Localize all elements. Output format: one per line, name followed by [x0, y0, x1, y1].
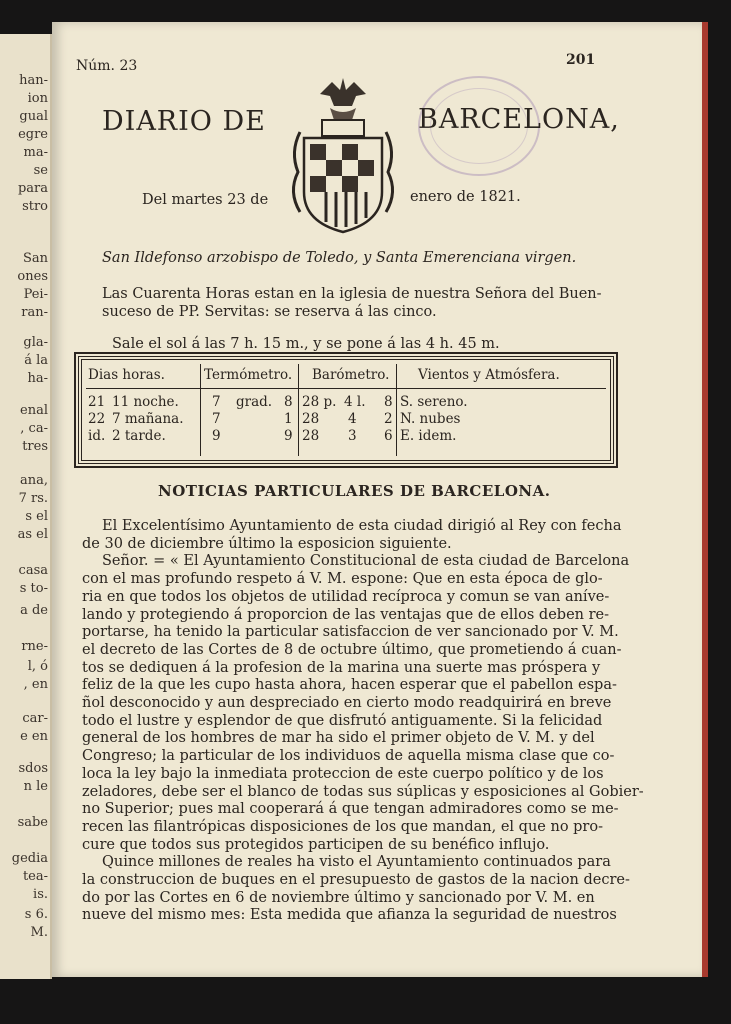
left-page-fragment: casa	[18, 563, 48, 578]
saints-of-the-day: San Ildefonso arzobispo de Toledo, y Santa Emerenciana virgen.	[102, 250, 577, 266]
left-page-fragment: n le	[23, 779, 48, 794]
weather-table	[78, 356, 614, 464]
article-line: Quince millones de reales ha visto el Ayuntamiento continuados para	[102, 854, 611, 871]
table-cell: 6	[384, 428, 393, 444]
table-cell: 1	[284, 411, 293, 427]
article-line: todo el lustre y esplendor de que disfrutó antiguamente. Si la felicidad	[82, 712, 603, 729]
article-line: el decreto de las Cortes de 8 de octubre último, que prometiendo á cuan-	[82, 641, 622, 658]
left-page-fragment: , ca-	[20, 421, 48, 436]
article-line: de 30 de diciembre último la esposicion siguiente.	[82, 535, 452, 552]
left-page-fragment: á la	[24, 353, 48, 368]
table-cell: 11 noche.	[112, 394, 179, 410]
article-line: ria en que todos los objetos de utilidad recíproca y comun se van aníve-	[82, 588, 610, 605]
left-page-fragment: tea-	[22, 869, 48, 884]
left-page-fragment: s to-	[19, 581, 48, 596]
table-cell: 7	[212, 394, 221, 410]
left-page-fragment: ran-	[21, 305, 48, 320]
left-page-fragment: s el	[25, 509, 48, 524]
coat-of-arms-emblem	[280, 72, 406, 238]
table-cell: 28 p.	[302, 394, 337, 410]
left-page-fragment: is.	[33, 887, 48, 902]
article-line: recen las filantrópicas disposiciones de los que mandan, el que no pro-	[82, 818, 603, 835]
article-line: ñol desconocido y aun despreciado en cierto modo readquirirá en breve	[82, 695, 612, 711]
left-page-fragment: sabe	[17, 815, 48, 830]
table-header: Dias horas.	[88, 367, 165, 383]
table-cell: E. idem.	[400, 428, 457, 444]
table-cell: 22	[88, 411, 106, 427]
table-cell: 28	[302, 411, 320, 427]
left-page-fragment: stro	[22, 199, 48, 214]
article-line: El Excelentísimo Ayuntamiento de esta ciudad dirigió al Rey con fecha	[102, 518, 622, 534]
newspaper-page	[52, 22, 708, 977]
left-page-fragment: tres	[22, 439, 48, 454]
table-cell: 8	[384, 394, 393, 410]
article-line: portarse, ha tenido la particular satisfaccion de ver sancionado por V. M.	[82, 624, 619, 641]
table-cell: 2 tarde.	[112, 428, 166, 444]
table-cell: S. sereno.	[400, 394, 468, 410]
left-page-fragment: car-	[22, 711, 48, 726]
article-line: lando y protegiendo á proporcion de las ventajas que de ellos deben re-	[82, 606, 610, 623]
table-header: Vientos y Atmósfera.	[418, 367, 560, 383]
table-cell: 4 l.	[344, 394, 366, 410]
table-cell: 4	[348, 411, 357, 427]
left-page-fragment: se	[33, 163, 48, 178]
sunrise-sunset-line: Sale el sol á las 7 h. 15 m., y se pone á las 4 h. 45 m.	[112, 336, 500, 352]
table-cell: N. nubes	[400, 411, 461, 427]
left-page-fragment: gla-	[23, 335, 48, 350]
left-page-fragment: 7 rs.	[18, 491, 48, 506]
article-line: Señor. = « El Ayuntamiento Constitucional de esta ciudad de Barcelona	[102, 553, 630, 570]
table-cell: 9	[284, 428, 293, 444]
article-line: general de los hombres de mar ha sido el primer objeto de V. M. y del	[82, 730, 595, 747]
article-line: nueve del mismo mes: Esta medida que afianza la seguridad de nuestros	[82, 907, 617, 924]
table-cell: 21	[88, 394, 106, 410]
cuarenta-horas-line: Las Cuarenta Horas estan en la iglesia de nuestra Señora del Buen-	[102, 286, 602, 302]
left-page-fragment: l, ó	[27, 659, 48, 674]
table-header: Barómetro.	[312, 367, 390, 383]
article-line: do por las Cortes en 6 de noviembre último y sancionado por V. M. en	[82, 889, 595, 906]
table-cell: 2	[384, 411, 393, 427]
issue-number: Núm. 23	[76, 58, 138, 74]
left-page-fragment: ana,	[19, 473, 48, 488]
table-cell: id.	[88, 428, 106, 444]
section-heading: NOTICIAS PARTICULARES DE BARCELONA.	[158, 482, 551, 500]
left-page-fragment: as el	[17, 527, 48, 542]
article-line: zeladores, debe ser el blanco de todas sus súplicas y esposiciones al Gobier-	[82, 783, 644, 800]
left-page-fragment: M.	[30, 925, 48, 940]
table-cell: 7 mañana.	[112, 411, 184, 427]
left-page-fragment: San	[22, 251, 48, 266]
article-line: la construccion de buques en el presupuesto de gastos de la nacion decre-	[82, 872, 630, 888]
previous-page-edge	[0, 34, 52, 979]
article-line: feliz de la que les cupo hasta ahora, hacen esperar que el pabellon espa-	[82, 677, 617, 694]
left-page-fragment: gedia	[11, 851, 48, 866]
left-page-fragment: rne-	[21, 639, 48, 654]
left-page-fragment: han-	[19, 73, 48, 88]
table-cell: grad.	[236, 394, 273, 410]
date-right: enero de 1821.	[410, 189, 521, 205]
table-cell: 8	[284, 394, 293, 410]
left-page-fragment: enal	[20, 403, 48, 418]
left-page-fragment: , en	[23, 677, 48, 692]
table-header: Termómetro.	[204, 367, 293, 383]
article-line: no Superior; pues mal cooperará á que tengan admiradores como se me-	[82, 801, 619, 818]
left-page-fragment: egre	[18, 127, 48, 142]
left-page-fragment: ones	[17, 269, 48, 284]
article-line: con el mas profundo respeto á V. M. espone: Que en esta época de glo-	[82, 571, 603, 588]
left-page-fragment: ha-	[27, 371, 48, 386]
left-page-fragment: ion	[27, 91, 48, 106]
date-left: Del martes 23 de	[142, 192, 269, 208]
table-cell: 28	[302, 428, 320, 444]
article-line: cure que todos sus protegidos participen de su benéfico influjo.	[82, 836, 550, 853]
left-page-fragment: e en	[20, 729, 48, 744]
left-page-fragment: gual	[19, 109, 48, 124]
left-page-fragment: a de	[20, 603, 48, 618]
left-page-fragment: Pei-	[23, 287, 48, 302]
article-line: Congreso; la particular de los individuos de aquella misma clase que co-	[82, 748, 615, 765]
article-line: loca la ley bajo la inmediata proteccion de este cuerpo político y de los	[82, 765, 604, 782]
table-cell: 3	[348, 428, 357, 444]
masthead-title-left: DIARIO DE	[102, 106, 266, 137]
table-cell: 9	[212, 428, 221, 444]
left-page-fragment: sdos	[18, 761, 48, 776]
page-number: 201	[566, 52, 596, 68]
cuarenta-horas-line: suceso de PP. Servitas: se reserva á las cinco.	[102, 304, 437, 320]
left-page-fragment: s 6.	[24, 907, 48, 922]
left-page-fragment: para	[17, 181, 48, 196]
masthead-title-right: BARCELONA,	[418, 104, 620, 135]
left-page-fragment: ma-	[23, 145, 48, 160]
table-cell: 7	[212, 411, 221, 427]
article-line: tos se dediquen á la profesion de la marina una suerte mas próspera y	[82, 659, 601, 676]
